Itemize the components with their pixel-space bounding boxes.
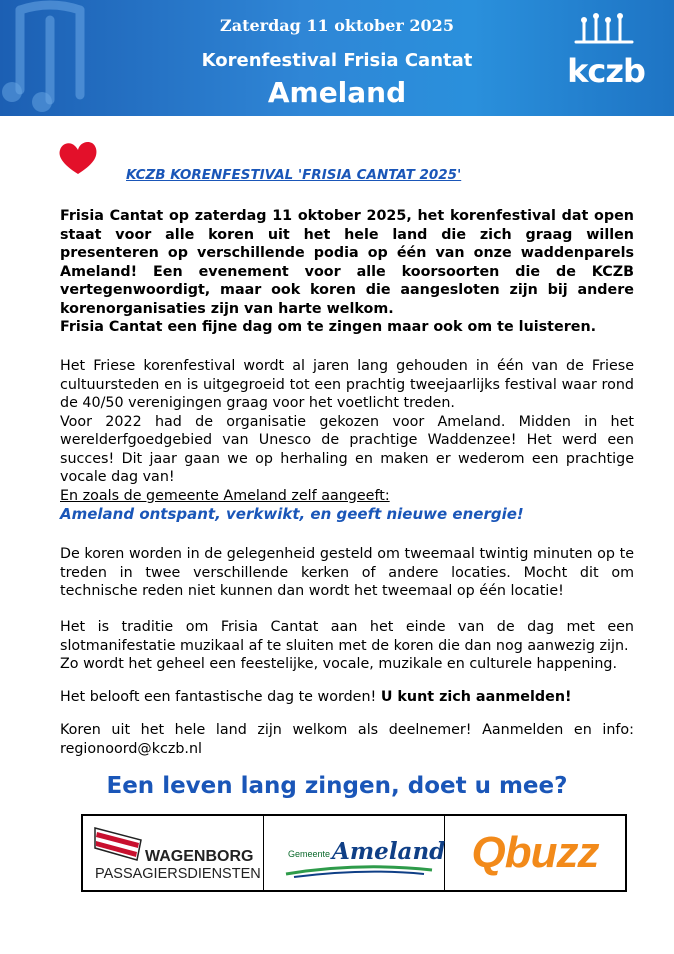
wagenborg-logo <box>83 816 264 890</box>
document-subtitle: KCZB KORENFESTIVAL 'FRISIA CANTAT 2025' <box>126 167 462 183</box>
qbuzz-name: Qbuzz <box>471 828 599 877</box>
signup-paragraph <box>60 688 634 707</box>
header-banner <box>0 0 674 116</box>
intro-text: Frisia Cantat op zaterdag 11 oktober 2025, het korenfestival dat open staat voor alle koren uit het hele land die zich graag willen presenteren op verschillende podia op één van onze waddenparels Ameland! Een evenement voor alle koorsoorten die de KCZB vertegenwoordigt, maar ook koren die aangesloten zijn bij andere korenorganisaties zijn van harte welkom. <box>60 208 634 317</box>
wagenborg-sub: PASSAGIERSDIENSTEN <box>95 866 261 882</box>
wagenborg-name: WAGENBORG <box>145 848 254 865</box>
event-date: Zaterdag 11 oktober 2025 <box>220 16 454 35</box>
history-text-b: Voor 2022 had de organisatie gekozen voor Ameland. Midden in het werelderfgoedgebied van Unesco de prachtige Waddenzee! Het werd een succes! Dit jaar gaan we op herhaling en maken er wederom een prachtige vocale dag van! <box>60 413 634 485</box>
ameland-swoosh-icon <box>284 864 434 878</box>
event-location: Ameland <box>267 76 407 109</box>
intro-last-line: Frisia Cantat een fijne dag om te zingen maar ook om te luisteren. <box>60 319 597 335</box>
signup-text: Het belooft een fantastische dag te worden! <box>60 689 381 705</box>
heart-icon <box>58 140 98 176</box>
kczb-notes-icon <box>574 12 634 46</box>
qbuzz-logo <box>445 816 625 890</box>
ameland-logo <box>264 816 445 890</box>
sponsor-logos <box>81 814 627 892</box>
tradition-text-b: Zo wordt het geheel een feestelijke, vocale, muzikale en culturele happening. <box>60 656 618 672</box>
tradition-text-a: Het is traditie om Frisia Cantat aan het einde van de dag met een slotmanifestatie muzikaal af te sluiten met de koren die dan nog aanwezig zijn. <box>60 619 634 654</box>
tradition-paragraph <box>60 618 634 674</box>
signup-call: U kunt zich aanmelden! <box>380 689 572 705</box>
history-text-a: Het Friese korenfestival wordt al jaren lang gehouden in één van de Friese cultuursteden en is uitgegroeid tot een prachtig tweejaarlijks festival waar rond de 40/50 verenigingen graag voor het voetlicht treden. <box>60 358 634 411</box>
contact-paragraph: Koren uit het hele land zijn welkom als deelnemer! Aanmelden en info: regionoord@kczb.nl <box>60 722 634 757</box>
intro-paragraph <box>60 207 634 337</box>
kczb-logo <box>560 12 652 90</box>
kczb-logo-text: kczb <box>567 52 645 90</box>
ameland-quote: Ameland ontspant, verkwikt, en geeft nieuwe energie! <box>60 505 524 523</box>
festival-name: Korenfestival Frisia Cantat <box>201 50 473 71</box>
wagenborg-flag-icon <box>93 826 145 864</box>
ameland-gemeente: Gemeente <box>288 849 331 859</box>
history-paragraph <box>60 357 634 524</box>
ameland-name: Ameland <box>332 838 446 865</box>
ameland-quote-intro: En zoals de gemeente Ameland zelf aangeeft: <box>60 487 390 504</box>
performance-paragraph: De koren worden in de gelegenheid gesteld om tweemaal twintig minuten op te treden in twee verschillende kerken of andere locaties. Mocht dit om technische reden niet kunnen dan wordt het tweemaal op één locatie! <box>60 546 634 599</box>
slogan: Een leven lang zingen, doet u mee? <box>106 773 568 799</box>
